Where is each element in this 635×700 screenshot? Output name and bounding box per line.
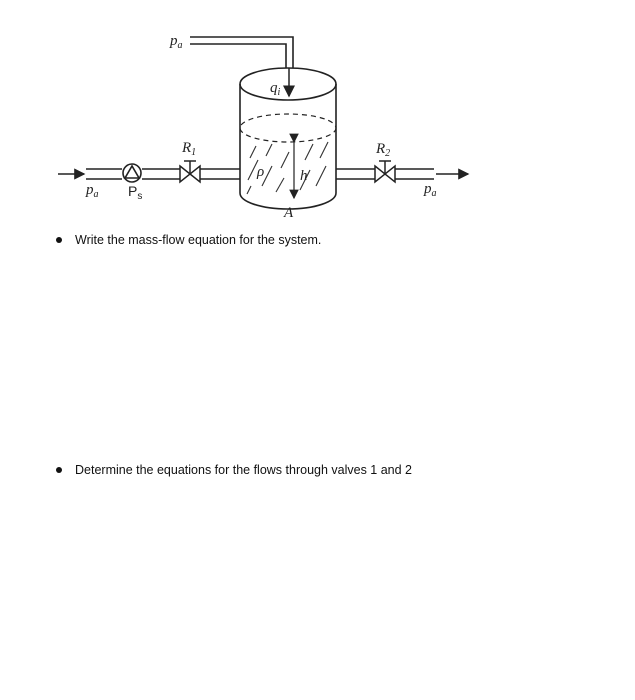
- question-1: [56, 233, 321, 247]
- label-rho: ρ: [257, 164, 265, 180]
- label-pa-top: $p_a$: [170, 33, 183, 51]
- liquid-surface: [240, 114, 336, 142]
- label-r1: $R_1$: [182, 140, 197, 158]
- label-r2: $R_2$: [376, 141, 391, 159]
- label-area: A: [284, 205, 294, 221]
- label-pa-right: $p_a$: [424, 181, 437, 199]
- question-2-text: Determine the equations for the flows through valves 1 and 2: [75, 463, 413, 477]
- bullet-dot: [56, 237, 62, 243]
- label-pa-left: $p_a$: [86, 182, 99, 200]
- label-h: h: [300, 168, 308, 184]
- valve-r1-icon: [180, 161, 200, 182]
- label-ps: $P_s$: [128, 183, 143, 202]
- bullet-dot: [56, 467, 62, 473]
- inflow-pipe: [190, 37, 293, 68]
- left-pipe: [86, 169, 240, 179]
- pump-icon: [123, 164, 141, 182]
- valve-r2-icon: [375, 161, 395, 182]
- label-qi: $q_i$: [270, 80, 281, 98]
- tank-system-diagram: [0, 0, 635, 240]
- question-1-text: Write the mass-flow equation for the system.: [75, 233, 322, 247]
- question-2: [56, 463, 412, 477]
